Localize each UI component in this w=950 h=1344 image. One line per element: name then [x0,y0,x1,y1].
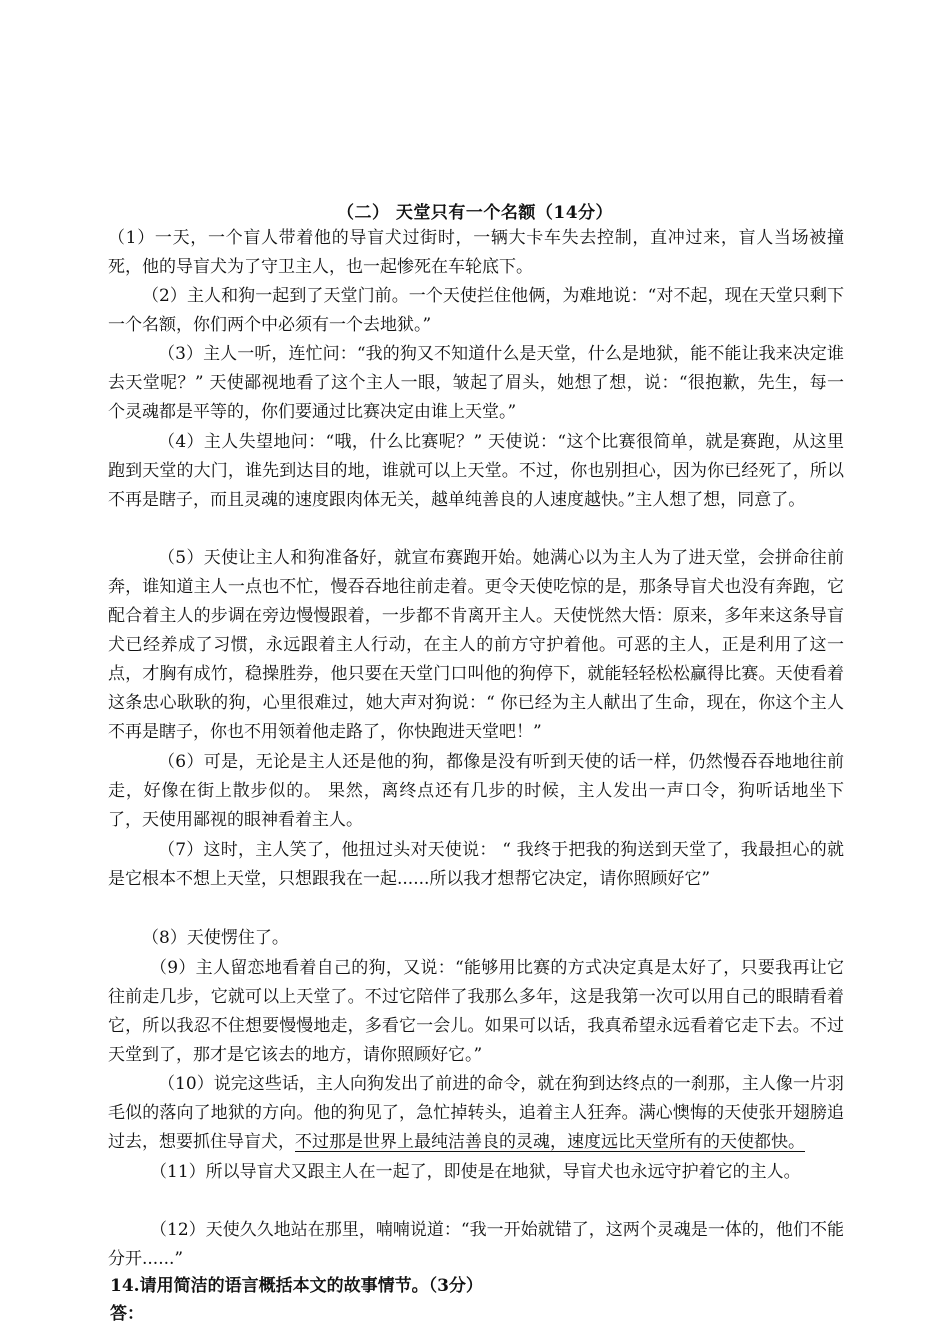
paragraph-2: （2）主人和狗一起到了天堂门前。一个天使拦住他俩，为难地说：“对不起，现在天堂只剩下一个名额，你们两个中必须有一个去地狱。” [108,286,844,335]
paragraph-9: （9）主人留恋地看着自己的狗，又说：“能够用比赛的方式决定真是太好了，只要我再让它往前走几步，它就可以上天堂了。不过它陪伴了我那么多年，这是我第一次可以用自己的眼睛看着它，所以我忍不住想要慢慢地走，多看它一会儿。如果可以话，我真希望永远看着它走下去。不过天堂到了，那才是它该去的地方，请你照顾好它。” [108,958,844,1065]
paragraph-8: （8）天使愣住了。 [142,928,289,948]
paragraph-10 [108,1070,844,1157]
underlined-sentence: 不过那是世界上最纯洁善良的灵魂，速度远比天堂所有的天使都快。 [295,1132,805,1152]
paragraph-5: （5）天使让主人和狗准备好，就宣布赛跑开始。她满心以为主人为了进天堂，会拼命往前奔，谁知道主人一点也不忙，慢吞吞地往前走着。更令天使吃惊的是，那条导盲犬也没有奔跑，它配合着主人的步调在旁边慢慢跟着，一步都不肯离开主人。天使恍然大悟：原来，多年来这条导盲犬已经养成了习惯，永远跟着主人行动，在主人的前方守护着他。可恶的主人，正是利用了这一点，才胸有成竹，稳操胜券，他只要在天堂门口叫他的狗停下，就能轻轻松松赢得比赛。天使看着这条忠心耿耿的狗，心里很难过，她大声对狗说：“ 你已经为主人献出了生命，现在，你这个主人不再是瞎子，你也不用领着他走路了，你快跑进天堂吧！” [108,548,844,742]
answer-label: 答： [110,1304,144,1324]
paragraph-1: （1）一天，一个盲人带着他的导盲犬过街时，一辆大卡车失去控制，直冲过来，盲人当场被撞死，他的导盲犬为了守卫主人，也一起惨死在车轮底下。 [108,228,844,277]
paragraph-12: （12）天使久久地站在那里，喃喃说道：“我一开始就错了，这两个灵魂是一体的，他们不能分开......” [108,1220,844,1269]
paragraph-4: （4）主人失望地问：“哦，什么比赛呢？” 天使说：“这个比赛很简单，就是赛跑，从这里跑到天堂的大门，谁先到达目的地，谁就可以上天堂。不过，你也别担心，因为你已经死了，所以不再是瞎子，而且灵魂的速度跟肉体无关，越单纯善良的人速度越快。”主人想了想，同意了。 [108,432,844,510]
paragraph-3: （3）主人一听，连忙问：“我的狗又不知道什么是天堂，什么是地狱，能不能让我来决定谁去天堂呢？” 天使鄙视地看了这个主人一眼，皱起了眉头，她想了想，说：“很抱歉，先生，每一个灵魂都是平等的，你们要通过比赛决定由谁上天堂。” [108,344,844,422]
question-14: 14.请用简洁的语言概括本文的故事情节。（3分） [110,1276,483,1296]
paragraph-6: （6）可是，无论是主人还是他的狗，都像是没有听到天使的话一样，仍然慢吞吞地地往前走，好像在街上散步似的。 果然，离终点还有几步的时候，主人发出一声口令，狗听话地坐下了，天使用鄙视的眼神看着主人。 [108,752,844,830]
paragraph-11: （11）所以导盲犬又跟主人在一起了，即使是在地狱，导盲犬也永远守护着它的主人。 [150,1162,801,1182]
section-title: （二） 天堂只有一个名额（14分） [336,203,614,223]
paragraph-10-text: （10）说完这些话，主人向狗发出了前进的命令，就在狗到达终点的一刹那，主人像一片羽毛似的落向了地狱的方向。他的狗见了，急忙掉转头，追着主人狂奔。满心懊悔的天使张开翅膀追过去，想要抓住导盲犬， [108,1074,844,1152]
paragraph-7: （7）这时，主人笑了，他扭过头对天使说： “ 我终于把我的狗送到天堂了，我最担心的就是它根本不想上天堂，只想跟我在一起......所以我才想帮它决定，请你照顾好它” [108,840,844,889]
